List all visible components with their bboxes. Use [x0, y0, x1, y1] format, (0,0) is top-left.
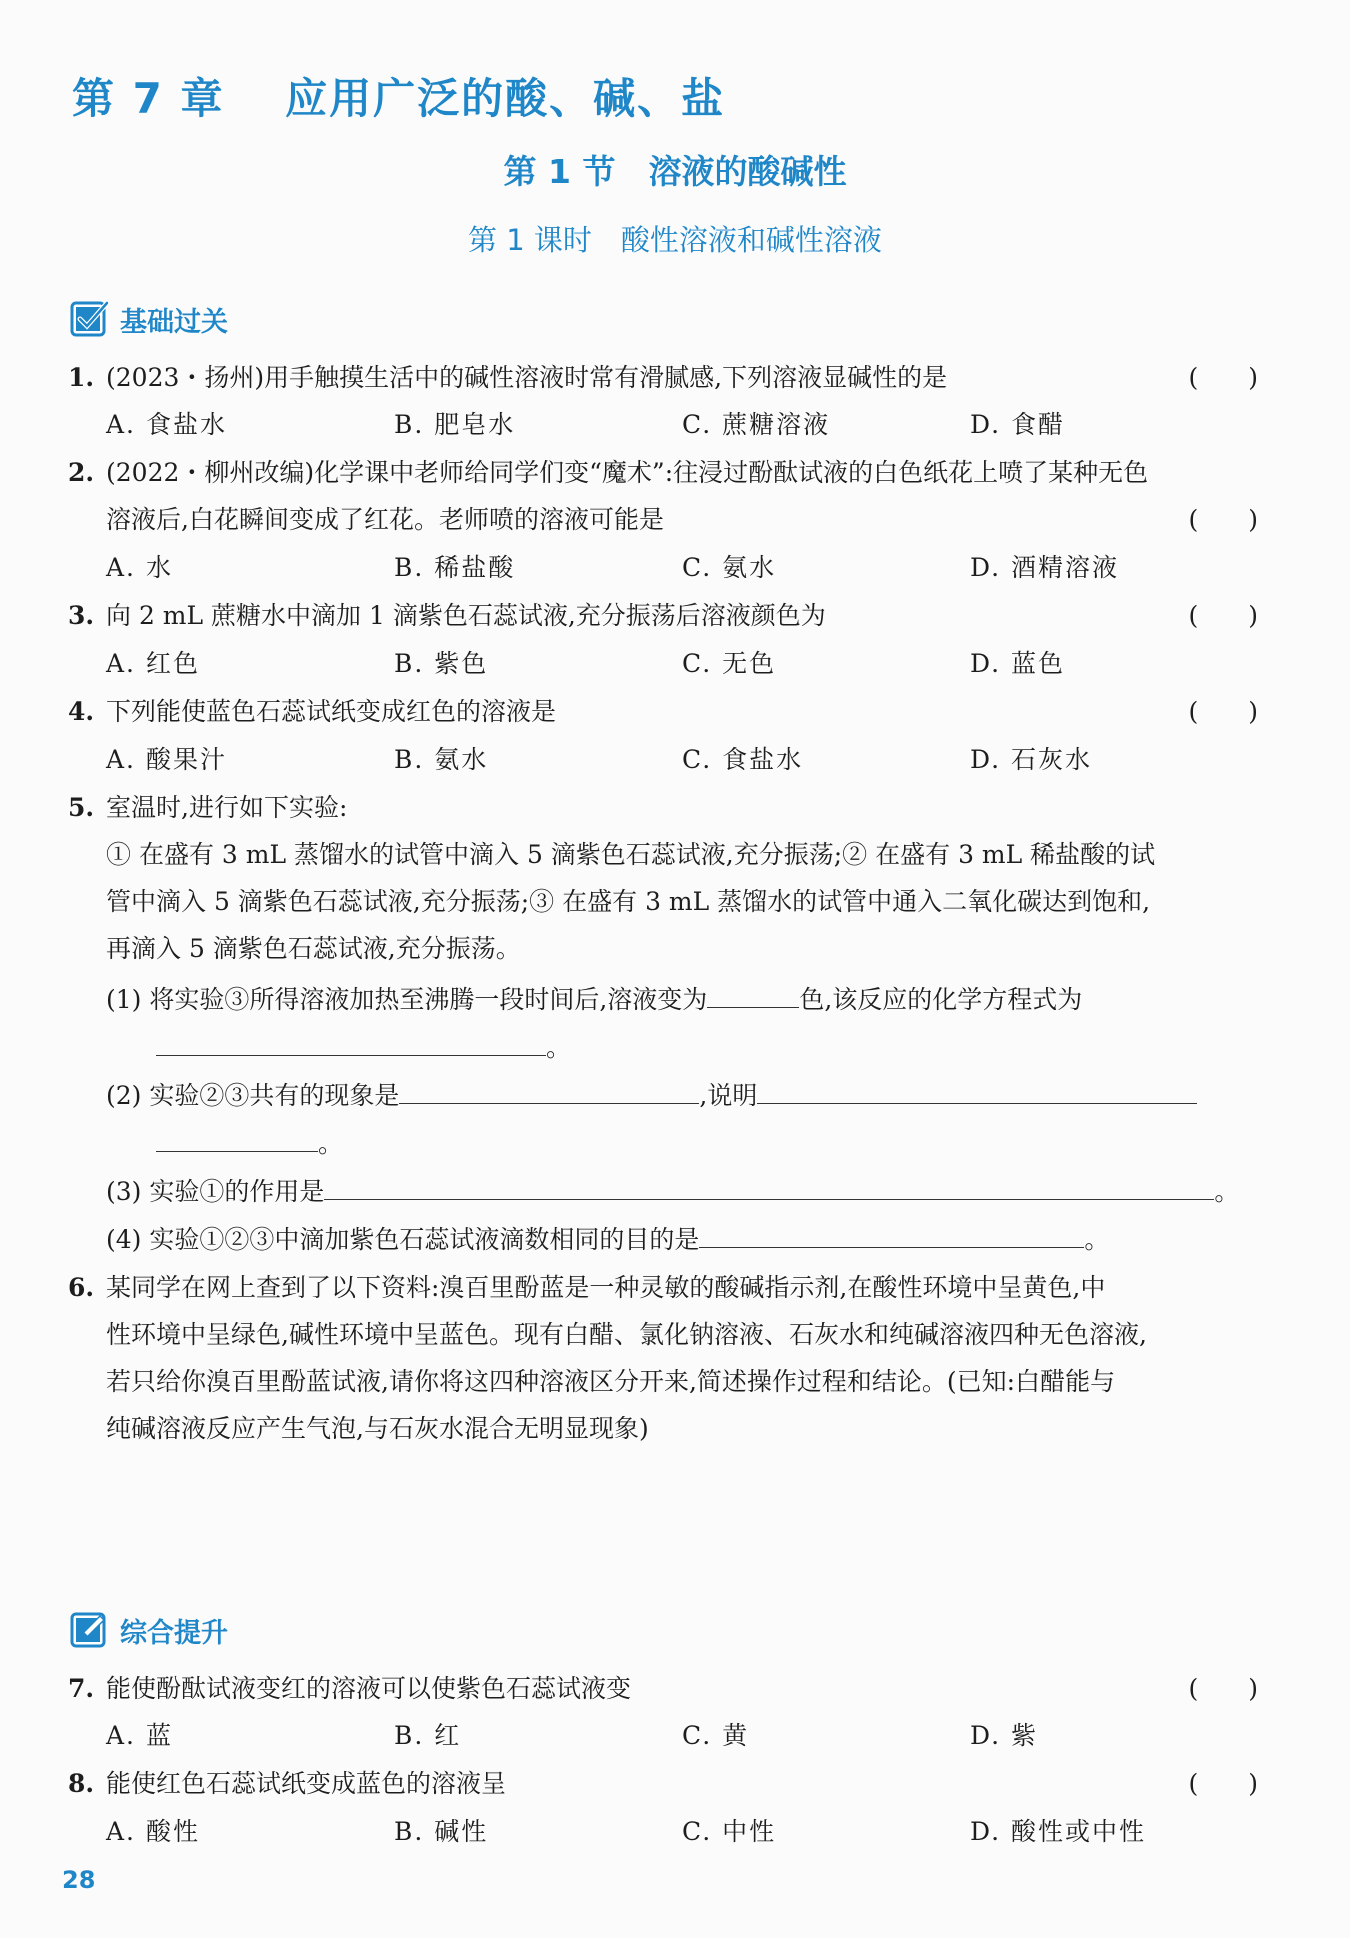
question-8-options	[106, 1808, 1256, 1855]
q6-answer-area[interactable]	[106, 1460, 1256, 1600]
question-number: 8.	[68, 1769, 95, 1798]
answer-bracket: ( )	[1188, 697, 1258, 726]
period: 。	[546, 1033, 572, 1062]
answer-blank[interactable]	[156, 1025, 546, 1056]
part-basic-label: 基础过关	[120, 306, 228, 338]
sub-text: 色,该反应的化学方程式为	[799, 985, 1083, 1014]
question-4	[68, 688, 1258, 735]
q5-sub-3	[106, 1168, 1258, 1215]
question-number: 5.	[68, 793, 95, 822]
option-a: A. 酸果汁	[106, 745, 227, 774]
question-3-options	[106, 640, 1256, 687]
option-c: C. 中性	[682, 1817, 777, 1846]
question-text-line: ① 在盛有 3 mL 蒸馏水的试管中滴入 5 滴紫色石蕊试液,充分振荡;② 在盛有 3 mL 稀盐酸的试	[106, 840, 1156, 869]
answer-bracket: ( )	[1188, 505, 1258, 534]
question-4-options	[106, 736, 1256, 783]
option-c: C. 氨水	[682, 553, 777, 582]
option-d: D. 食醋	[970, 410, 1066, 439]
question-8	[68, 1760, 1258, 1807]
period: 。	[1214, 1177, 1240, 1206]
question-text: 能使酚酞试液变红的溶液可以使紫色石蕊试液变	[106, 1674, 632, 1703]
question-5	[68, 784, 1258, 972]
question-3	[68, 592, 1258, 639]
answer-blank[interactable]	[757, 1073, 1197, 1104]
answer-blank[interactable]	[699, 1217, 1084, 1248]
option-d: D. 酒精溶液	[970, 553, 1120, 582]
option-b: B. 碱性	[394, 1817, 489, 1846]
question-text: (2023・扬州)用手触摸生活中的碱性溶液时常有滑腻感,下列溶液显碱性的是	[106, 363, 948, 392]
question-1	[68, 354, 1258, 401]
checkbox-icon	[70, 299, 110, 339]
pencil-icon	[70, 1610, 110, 1650]
sub-text: (3) 实验①的作用是	[106, 1177, 325, 1206]
question-text: 下列能使蓝色石蕊试纸变成红色的溶液是	[106, 697, 557, 726]
question-2-options	[106, 544, 1256, 591]
option-b: B. 紫色	[394, 649, 489, 678]
q5-sub-1	[106, 976, 1258, 1023]
option-b: B. 红	[394, 1721, 462, 1750]
question-text-line: 溶液后,白花瞬间变成了红花。老师喷的溶液可能是	[106, 505, 664, 534]
question-1-options	[106, 401, 1256, 448]
period: 。	[1084, 1225, 1110, 1254]
answer-bracket: ( )	[1188, 601, 1258, 630]
question-text: 能使红色石蕊试纸变成蓝色的溶液呈	[106, 1769, 507, 1798]
lesson-title: 第 1 课时 酸性溶液和碱性溶液	[468, 223, 882, 257]
option-b: B. 氨水	[394, 745, 489, 774]
q5-sub-4	[106, 1216, 1258, 1263]
part-basic-heading	[70, 299, 228, 339]
question-number: 7.	[68, 1674, 95, 1703]
sub-text: ,说明	[699, 1081, 758, 1110]
sub-text: (4) 实验①②③中滴加紫色石蕊试液滴数相同的目的是	[106, 1225, 700, 1254]
part-advanced-label: 综合提升	[120, 1617, 228, 1649]
option-a: A. 红色	[106, 649, 200, 678]
question-6	[68, 1264, 1258, 1452]
question-number: 3.	[68, 601, 95, 630]
question-text-line: 性环境中呈绿色,碱性环境中呈蓝色。现有白醋、氯化钠溶液、石灰水和纯碱溶液四种无色溶液,	[106, 1320, 1147, 1349]
question-number: 6.	[68, 1273, 95, 1302]
option-a: A. 食盐水	[106, 410, 227, 439]
sub-text: (1) 将实验③所得溶液加热至沸腾一段时间后,溶液变为	[106, 985, 708, 1014]
period: 。	[318, 1129, 344, 1158]
option-c: C. 黄	[682, 1721, 750, 1750]
option-b: B. 肥皂水	[394, 410, 516, 439]
question-text-line: 再滴入 5 滴紫色石蕊试液,充分振荡。	[106, 934, 521, 963]
answer-bracket: ( )	[1188, 1769, 1258, 1798]
answer-blank[interactable]	[156, 1121, 318, 1152]
option-d: D. 紫	[970, 1721, 1039, 1750]
option-d: D. 石灰水	[970, 745, 1093, 774]
option-c: C. 食盐水	[682, 745, 804, 774]
q5-sub-1-line2	[106, 1024, 1308, 1071]
question-text: 室温时,进行如下实验:	[106, 793, 348, 822]
question-text: 向 2 mL 蔗糖水中滴加 1 滴紫色石蕊试液,充分振荡后溶液颜色为	[106, 601, 826, 630]
sub-text: (2) 实验②③共有的现象是	[106, 1081, 400, 1110]
answer-bracket: ( )	[1188, 1674, 1258, 1703]
option-a: A. 蓝	[106, 1721, 173, 1750]
part-advanced-heading	[70, 1610, 228, 1650]
question-number: 1.	[68, 363, 95, 392]
question-text-line: 纯碱溶液反应产生气泡,与石灰水混合无明显现象)	[106, 1414, 649, 1443]
question-7-options	[106, 1712, 1256, 1759]
section-title: 第 1 节 溶液的酸碱性	[503, 152, 847, 191]
option-a: A. 酸性	[106, 1817, 200, 1846]
question-text-line: 某同学在网上查到了以下资料:溴百里酚蓝是一种灵敏的酸碱指示剂,在酸性环境中呈黄色,中	[106, 1273, 1106, 1302]
option-c: C. 无色	[682, 649, 777, 678]
question-text-line: (2022・柳州改编)化学课中老师给同学们变“魔术”:往浸过酚酞试液的白色纸花上喷了某种无色	[106, 458, 1149, 487]
question-7	[68, 1665, 1258, 1712]
q5-sub-2-line2	[106, 1120, 1308, 1167]
q5-sub-2	[106, 1072, 1258, 1119]
option-d: D. 蓝色	[970, 649, 1066, 678]
question-number: 4.	[68, 697, 95, 726]
option-a: A. 水	[106, 553, 173, 582]
question-text-line: 若只给你溴百里酚蓝试液,请你将这四种溶液区分开来,简述操作过程和结论。(已知:白醋能与	[106, 1367, 1116, 1396]
option-b: B. 稀盐酸	[394, 553, 516, 582]
question-text-line: 管中滴入 5 滴紫色石蕊试液,充分振荡;③ 在盛有 3 mL 蒸馏水的试管中通入二氧化碳达到饱和,	[106, 887, 1151, 916]
answer-blank[interactable]	[707, 977, 799, 1008]
chapter-title: 第 7 章 应用广泛的酸、碱、盐	[72, 74, 726, 123]
answer-bracket: ( )	[1188, 363, 1258, 392]
answer-blank[interactable]	[324, 1169, 1214, 1200]
answer-blank[interactable]	[399, 1073, 699, 1104]
question-2	[68, 449, 1258, 543]
option-c: C. 蔗糖溶液	[682, 410, 831, 439]
option-d: D. 酸性或中性	[970, 1817, 1147, 1846]
page-number: 28	[62, 1866, 96, 1894]
question-number: 2.	[68, 458, 95, 487]
